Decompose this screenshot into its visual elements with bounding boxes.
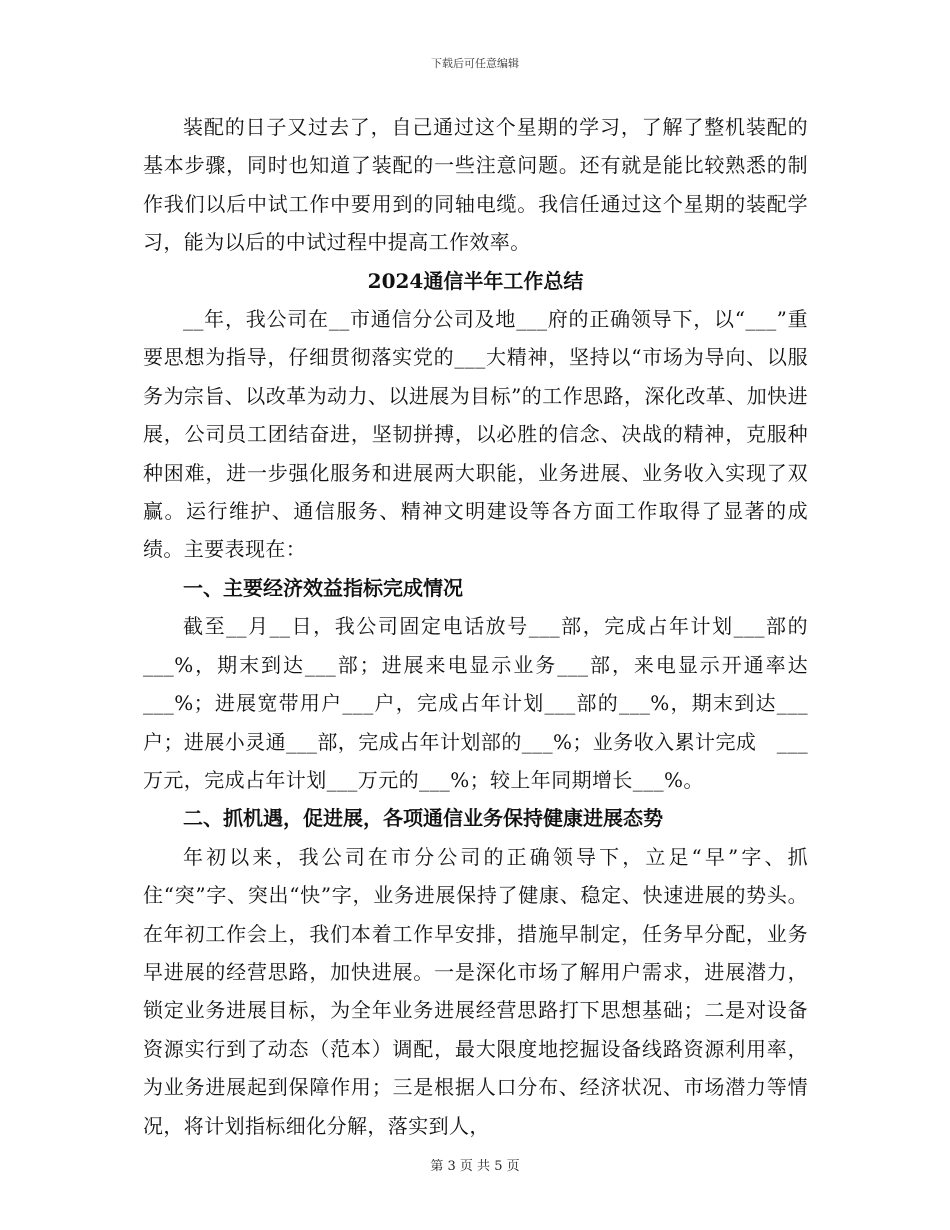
paragraph-introduction: __年，我公司在__市通信分公司及地___府的正确领导下，以“___”重要思想为指导，仔细贯彻落实党的___大精神，坚持以“市场为导向、以服务为宗旨、以改革为动力、以进展为目标”的工作思路，深化改革、加快进展，公司员工团结奋进，坚韧拼搏，以必胜的信念、决战的精神，克服种种困难，进一步强化服务和进展两大职能，业务进展、业务收入实现了双赢。运行维护、通信服务、精神文明建设等各方面工作取得了显著的成绩。主要表现在： [143, 307, 808, 562]
page-header: 下载后可任意编辑 [431, 57, 519, 70]
paragraph-assembly-summary: 装配的日子又过去了，自己通过这个星期的学习，了解了整机装配的基本步骤，同时也知道了装配的一些注意问题。还有就是能比较熟悉的制作我们以后中试工作中要用到的同轴电缆。我信任通过这个星期的装配学习，能为以后的中试过程中提高工作效率。 [143, 115, 808, 255]
document-title: 2024通信半年工作总结 [367, 268, 584, 293]
section-heading-1: 一、主要经济效益指标完成情况 [183, 575, 463, 600]
paragraph-business-development: 年初以来，我公司在市分公司的正确领导下，立足“早”字、抓住“突”字、突出“快”字，业务进展保持了健康、稳定、快速进展的势头。在年初工作会上，我们本着工作早安排，措施早制定，任务早分配，业务早进展的经营思路，加快进展。一是深化市场了解用户需求，进展潜力，锁定业务进展目标，为全年业务进展经营思路打下思想基础；二是对设备资源实行到了动态（范本）调配，最大限度地挖掘设备线路资源利用率，为业务进展起到保障作用；三是根据人口分布、经济状况、市场潜力等情况，将计划指标细化分解，落实到人， [143, 844, 808, 1138]
paragraph-economic-indicators: 截至__月__日，我公司固定电话放号___部，完成占年计划___部的___%，期末到达___部；进展来电显示业务___部，来电显示开通率达___%；进展宽带用户___户，完成占年计划___部的___%，期末到达___户；进展小灵通___部，完成占年计划部的___%；业务收入累计完成 ___万元，完成占年计划___万元的___%；较上年同期增长___%。 [143, 614, 808, 792]
page-number-footer: 第 3 页 共 5 页 [430, 1159, 520, 1174]
document-body [143, 108, 808, 1145]
section-heading-2: 二、抓机遇，促进展，各项通信业务保持健康进展态势 [183, 806, 663, 831]
